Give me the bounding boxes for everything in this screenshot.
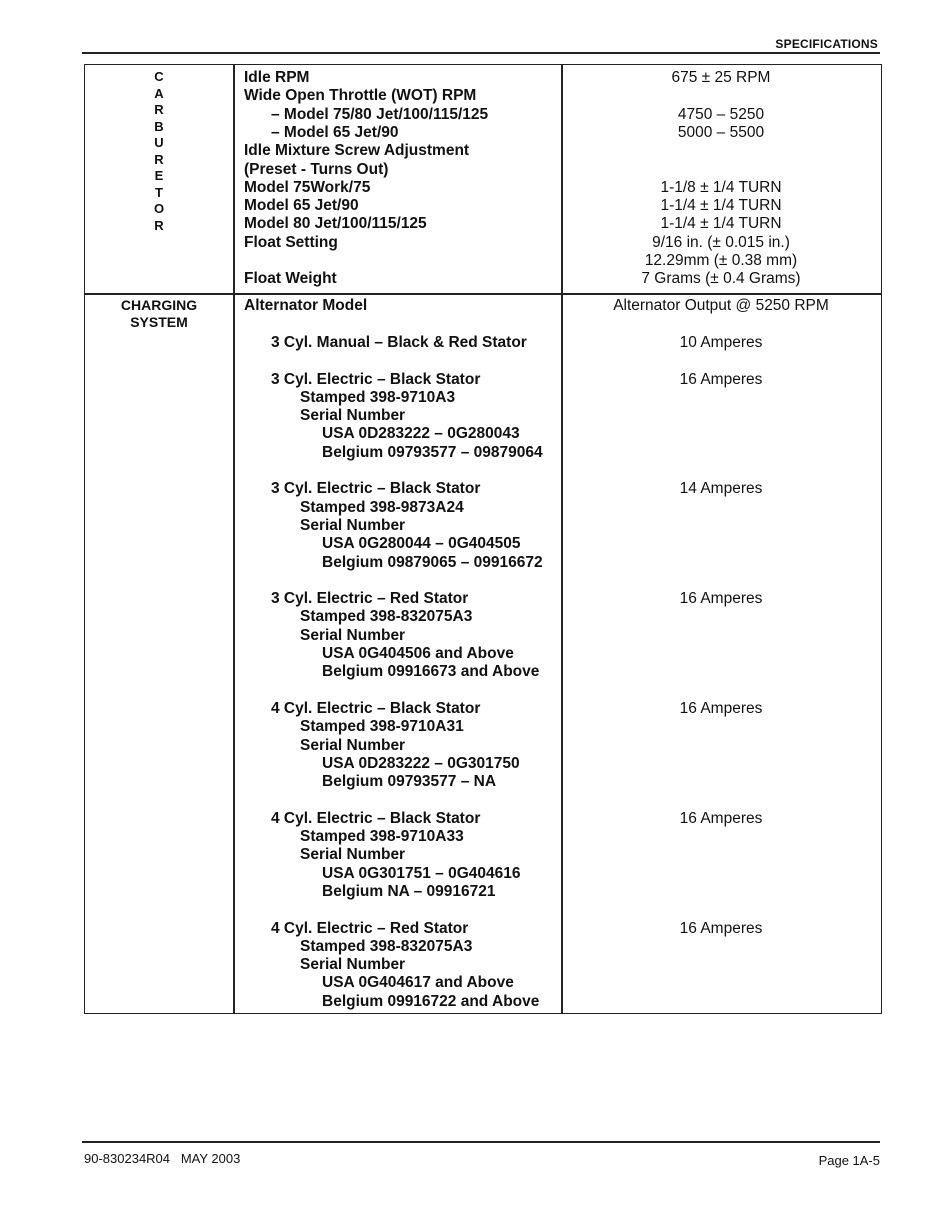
- spec-row: [85, 608, 883, 626]
- spec-row: [85, 718, 883, 736]
- spec-row: [85, 371, 883, 389]
- stator-title: 3 Cyl. Electric – Red Stator: [271, 590, 469, 608]
- serial-number-label: Serial Number: [300, 407, 406, 425]
- serial-range-usa: USA 0G404617 and Above: [322, 974, 514, 992]
- serial-range-belgium: Belgium 09916722 and Above: [322, 992, 540, 1010]
- serial-number-label: Serial Number: [300, 846, 406, 864]
- spec-row: [85, 590, 883, 608]
- spec-value: Alternator Output @ 5250 RPM: [613, 297, 829, 314]
- spec-row: [85, 444, 883, 462]
- spec-value: 16 Amperes: [679, 370, 763, 388]
- spec-row: [85, 106, 883, 124]
- spec-row: [85, 956, 883, 974]
- serial-range-belgium: Belgium NA – 09916721: [322, 882, 496, 900]
- spec-value: 9/16 in. (± 0.015 in.): [652, 233, 790, 251]
- label-letter: R: [154, 217, 164, 233]
- spec-row: [85, 737, 883, 755]
- spec-label: Wide Open Throttle (WOT) RPM: [244, 87, 477, 105]
- stator-title: 3 Cyl. Electric – Black Stator: [271, 480, 481, 498]
- serial-range-belgium: Belgium 09916673 and Above: [322, 663, 540, 681]
- spec-label: Model 75Work/75: [244, 178, 371, 196]
- spec-row: [85, 883, 883, 901]
- spec-label: Model 65 Jet/90: [244, 197, 359, 215]
- stator-title: 4 Cyl. Electric – Black Stator: [271, 809, 481, 827]
- stator-title: 4 Cyl. Electric – Red Stator: [271, 919, 469, 937]
- spec-row: [85, 645, 883, 663]
- serial-range-usa: USA 0G404506 and Above: [322, 645, 514, 662]
- section-divider: [85, 293, 881, 295]
- section-label-line: SYSTEM: [130, 314, 188, 330]
- label-letter: R: [154, 102, 164, 117]
- spec-row: [85, 993, 883, 1011]
- serial-range-usa: USA 0D283222 – 0G301750: [322, 754, 520, 772]
- spec-row: [85, 920, 883, 938]
- spec-row: [85, 124, 883, 142]
- spec-label: Idle Mixture Screw Adjustment: [244, 142, 470, 160]
- page-section-title: SPECIFICATIONS: [775, 37, 878, 51]
- spec-value: 16 Amperes: [679, 809, 763, 827]
- spec-value: 10 Amperes: [679, 334, 763, 351]
- stamped-number: Stamped 398-9710A33: [300, 828, 464, 845]
- spec-row: [85, 480, 883, 498]
- serial-number-label: Serial Number: [300, 626, 406, 644]
- spec-row: [85, 974, 883, 992]
- section-label-line: CHARGING: [120, 297, 198, 313]
- spec-row: [85, 773, 883, 791]
- stamped-number: Stamped 398-9710A31: [300, 718, 464, 736]
- spec-row: [85, 252, 883, 270]
- spec-value: 16 Amperes: [679, 590, 763, 608]
- serial-range-usa: USA 0D283222 – 0G280043: [322, 425, 520, 443]
- serial-range-belgium: Belgium 09793577 – NA: [322, 773, 497, 791]
- spec-value: 4750 – 5250: [677, 105, 765, 123]
- spec-label: Model 80 Jet/100/115/125: [244, 215, 427, 233]
- spec-row: [85, 810, 883, 828]
- stamped-number: Stamped 398-9710A3: [300, 388, 456, 406]
- spec-row: [85, 334, 883, 352]
- spec-label: 3 Cyl. Manual – Black & Red Stator: [271, 334, 527, 351]
- spec-row: [85, 407, 883, 425]
- spec-value: 5000 – 5500: [677, 123, 765, 141]
- label-letter: T: [155, 184, 163, 200]
- label-letter: B: [154, 118, 164, 134]
- spec-row: [85, 554, 883, 572]
- spec-value: 12.29mm (± 0.38 mm): [644, 252, 798, 269]
- spec-row: [85, 425, 883, 443]
- stator-title: 4 Cyl. Electric – Black Stator: [271, 699, 481, 717]
- stamped-number: Stamped 398-9873A24: [300, 498, 464, 516]
- document-number: 90-830234R04 MAY 2003: [84, 1151, 241, 1166]
- spec-value: 675 ± 25 RPM: [671, 69, 771, 86]
- spec-row: [85, 197, 883, 215]
- label-letter: A: [154, 85, 164, 101]
- specifications-table: [84, 64, 882, 1014]
- spec-label: Float Setting: [244, 233, 338, 251]
- serial-number-label: Serial Number: [300, 516, 406, 534]
- spec-label: Float Weight: [244, 270, 337, 288]
- spec-value: 16 Amperes: [679, 919, 763, 937]
- spec-row: [85, 87, 883, 105]
- spec-row: [85, 535, 883, 553]
- page-number: Page 1A-5: [818, 1153, 880, 1168]
- spec-row: [85, 865, 883, 883]
- label-letter: R: [154, 151, 164, 167]
- spec-row: [85, 627, 883, 645]
- spec-value: 1-1/4 ± 1/4 TURN: [660, 215, 782, 233]
- stamped-number: Stamped 398-832075A3: [300, 608, 473, 626]
- spec-row: [85, 828, 883, 846]
- spec-row: [85, 69, 883, 87]
- stamped-number: Stamped 398-832075A3: [300, 937, 473, 955]
- spec-label: Idle RPM: [244, 69, 310, 86]
- label-letter: C: [154, 69, 164, 84]
- label-letter: O: [153, 201, 165, 216]
- serial-range-belgium: Belgium 09793577 – 09879064: [322, 443, 543, 461]
- label-letter: U: [154, 135, 164, 150]
- spec-row: [85, 215, 883, 233]
- serial-range-usa: USA 0G280044 – 0G404505: [322, 535, 521, 553]
- spec-row: [85, 517, 883, 535]
- spec-row: [85, 389, 883, 407]
- spec-row: [85, 499, 883, 517]
- serial-range-usa: USA 0G301751 – 0G404616: [322, 864, 521, 882]
- spec-label: Alternator Model: [244, 297, 368, 314]
- header-divider: [82, 52, 880, 54]
- spec-value: 14 Amperes: [679, 480, 763, 498]
- serial-number-label: Serial Number: [300, 956, 406, 974]
- serial-range-belgium: Belgium 09879065 – 09916672: [322, 553, 543, 571]
- spec-value: 7 Grams (± 0.4 Grams): [641, 270, 801, 288]
- spec-row: [85, 179, 883, 197]
- spec-value: 16 Amperes: [679, 699, 763, 717]
- spec-label: – Model 65 Jet/90: [271, 123, 399, 141]
- serial-number-label: Serial Number: [300, 736, 406, 754]
- spec-row: [85, 142, 883, 160]
- spec-row: [85, 755, 883, 773]
- spec-row: [85, 297, 883, 315]
- spec-row: [85, 234, 883, 252]
- footer-divider: [82, 1141, 880, 1143]
- spec-row: [85, 846, 883, 864]
- spec-row: [85, 938, 883, 956]
- spec-row: [85, 161, 883, 179]
- spec-row: [85, 270, 883, 288]
- spec-label: – Model 75/80 Jet/100/115/125: [271, 105, 489, 123]
- spec-row: [85, 663, 883, 681]
- spec-value: 1-1/4 ± 1/4 TURN: [660, 197, 782, 215]
- spec-label: (Preset - Turns Out): [244, 160, 389, 178]
- stator-title: 3 Cyl. Electric – Black Stator: [271, 370, 481, 388]
- spec-value: 1-1/8 ± 1/4 TURN: [660, 178, 782, 196]
- spec-row: [85, 700, 883, 718]
- label-letter: E: [154, 168, 164, 183]
